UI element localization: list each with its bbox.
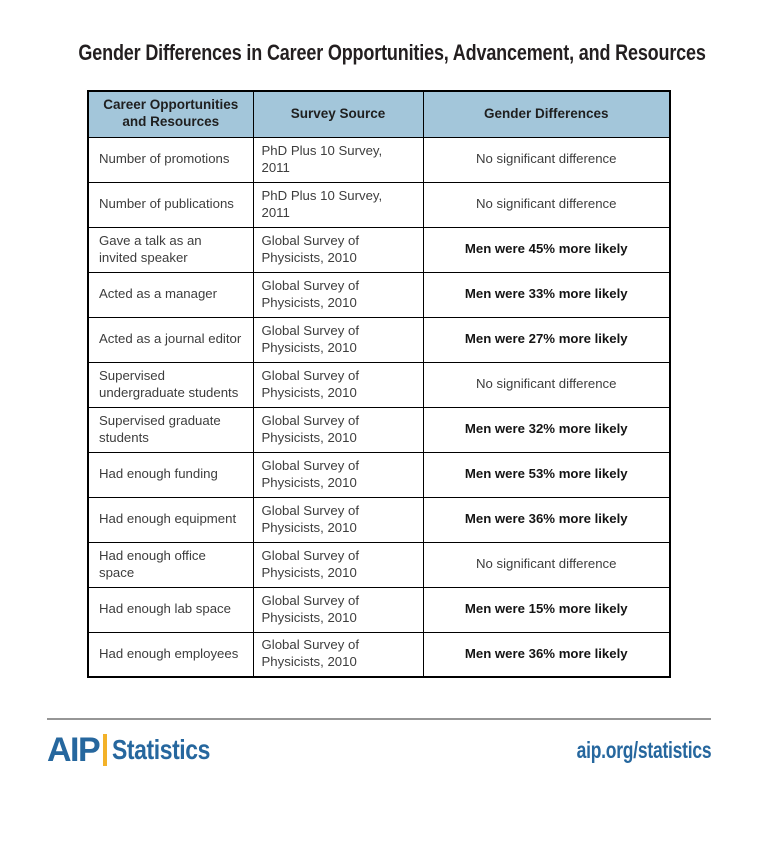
cell-survey-source: PhD Plus 10 Survey, 2011 (253, 137, 423, 182)
table-row (88, 317, 670, 362)
aip-logo-text: AIP (47, 731, 100, 769)
table-row (88, 587, 670, 632)
cell-career-opportunity: Had enough employees (88, 632, 253, 677)
aip-statistics-logo (47, 733, 232, 767)
table-row (88, 272, 670, 317)
cell-career-opportunity: Acted as a journal editor (88, 317, 253, 362)
column-header-gender-differences: Gender Differences (423, 91, 670, 137)
table-row (88, 497, 670, 542)
table-row (88, 362, 670, 407)
cell-survey-source: Global Survey of Physicists, 2010 (253, 407, 423, 452)
report-page (0, 40, 758, 843)
table-row (88, 137, 670, 182)
table-row (88, 632, 670, 677)
table-header-row (88, 91, 670, 137)
cell-career-opportunity: Number of publications (88, 182, 253, 227)
cell-gender-difference: No significant difference (423, 137, 670, 182)
cell-gender-difference: Men were 36% more likely (423, 497, 670, 542)
cell-gender-difference: Men were 53% more likely (423, 452, 670, 497)
cell-survey-source: Global Survey of Physicists, 2010 (253, 587, 423, 632)
cell-survey-source: Global Survey of Physicists, 2010 (253, 272, 423, 317)
cell-survey-source: Global Survey of Physicists, 2010 (253, 317, 423, 362)
cell-career-opportunity: Acted as a manager (88, 272, 253, 317)
figure-title: Gender Differences in Career Opportunities, Advancement, and Resources (78, 40, 706, 65)
statistics-logo-text: Statistics (112, 734, 211, 765)
cell-career-opportunity: Had enough equipment (88, 497, 253, 542)
cell-gender-difference: Men were 45% more likely (423, 227, 670, 272)
cell-career-opportunity: Supervised undergraduate students (88, 362, 253, 407)
title-container (0, 40, 758, 66)
cell-gender-difference: Men were 15% more likely (423, 587, 670, 632)
table-row (88, 227, 670, 272)
cell-survey-source: Global Survey of Physicists, 2010 (253, 227, 423, 272)
cell-career-opportunity: Had enough lab space (88, 587, 253, 632)
table-row (88, 182, 670, 227)
website-url: aip.org/statistics (576, 736, 711, 763)
cell-gender-difference: No significant difference (423, 182, 670, 227)
cell-gender-difference: Men were 32% more likely (423, 407, 670, 452)
cell-survey-source: Global Survey of Physicists, 2010 (253, 362, 423, 407)
cell-gender-difference: Men were 36% more likely (423, 632, 670, 677)
table-row (88, 452, 670, 497)
cell-survey-source: PhD Plus 10 Survey, 2011 (253, 182, 423, 227)
table-row (88, 542, 670, 587)
table-row (88, 407, 670, 452)
logo-separator-bar (103, 734, 107, 766)
cell-gender-difference: Men were 27% more likely (423, 317, 670, 362)
cell-career-opportunity: Gave a talk as an invited speaker (88, 227, 253, 272)
cell-survey-source: Global Survey of Physicists, 2010 (253, 542, 423, 587)
cell-survey-source: Global Survey of Physicists, 2010 (253, 632, 423, 677)
cell-gender-difference: Men were 33% more likely (423, 272, 670, 317)
footer (47, 733, 711, 767)
cell-gender-difference: No significant difference (423, 542, 670, 587)
cell-career-opportunity: Number of promotions (88, 137, 253, 182)
cell-gender-difference: No significant difference (423, 362, 670, 407)
cell-career-opportunity: Had enough funding (88, 452, 253, 497)
footer-divider-line (47, 718, 711, 720)
cell-survey-source: Global Survey of Physicists, 2010 (253, 452, 423, 497)
gender-differences-table (87, 90, 671, 678)
cell-career-opportunity: Had enough office space (88, 542, 253, 587)
column-header-survey-source: Survey Source (253, 91, 423, 137)
cell-career-opportunity: Supervised graduate students (88, 407, 253, 452)
cell-survey-source: Global Survey of Physicists, 2010 (253, 497, 423, 542)
column-header-career-opportunities: Career Opportunities and Resources (88, 91, 253, 137)
